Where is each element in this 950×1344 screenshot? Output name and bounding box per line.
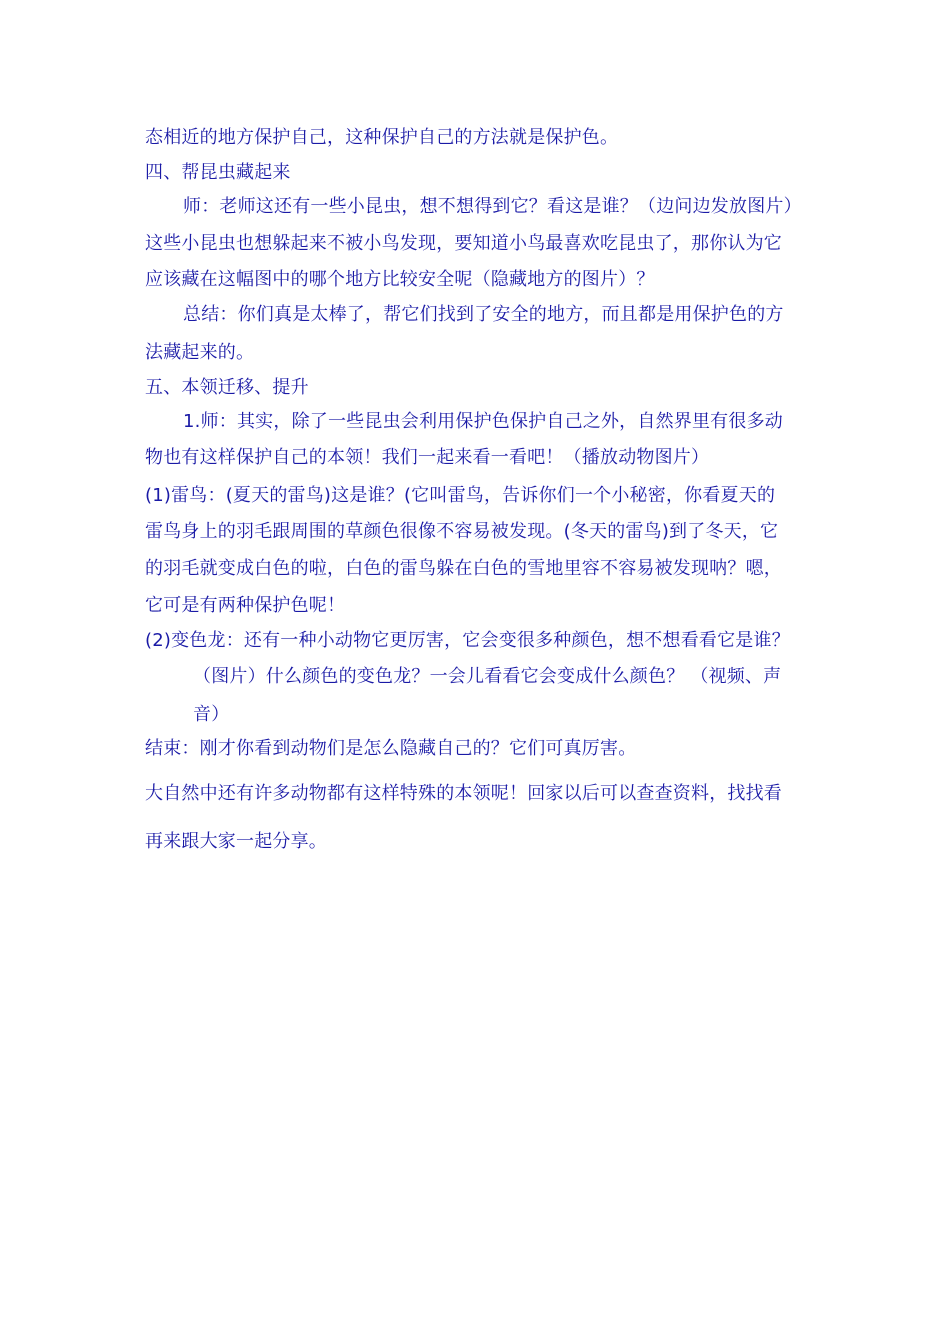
text-line: 它可是有两种保护色呢！ [145, 595, 346, 616]
text-line: （图片）什么颜色的变色龙？一会儿看看它会变成什么颜色？ （视频、声 [193, 666, 782, 687]
text-line: 这些小昆虫也想躲起来不被小鸟发现，要知道小鸟最喜欢吃昆虫了，那你认为它 [145, 233, 782, 254]
text-line: 应该藏在这幅图中的哪个地方比较安全呢（隐藏地方的图片）？ [145, 269, 655, 290]
text-line: 物也有这样保护自己的本领！我们一起来看一看吧！（播放动物图片） [145, 447, 710, 468]
text-line: 雷鸟身上的羽毛跟周围的草颜色很像不容易被发现。(冬天的雷鸟)到了冬天，它 [145, 521, 779, 542]
section-heading: 五、本领迁移、提升 [145, 377, 309, 398]
text-line: 师：老师这还有一些小昆虫，想不想得到它？看这是谁？（边问边发放图片） [183, 196, 802, 217]
text-line: (1)雷鸟：(夏天的雷鸟)这是谁？(它叫雷鸟，告诉你们一个小秘密，你看夏天的 [145, 485, 776, 506]
text-line: 态相近的地方保护自己，这种保护自己的方法就是保护色。 [145, 127, 619, 148]
text-line: 的羽毛就变成白色的啦，白色的雷鸟躲在白色的雪地里容不容易被发现呐？嗯， [145, 558, 782, 579]
section-heading: 四、帮昆虫藏起来 [145, 162, 291, 183]
text-line: 音） [193, 704, 230, 725]
text-line: (2)变色龙：还有一种小动物它更厉害，它会变很多种颜色，想不想看看它是谁？ [145, 630, 790, 651]
text-line: 总结：你们真是太棒了，帮它们找到了安全的地方，而且都是用保护色的方 [183, 304, 784, 325]
text-line: 大自然中还有许多动物都有这样特殊的本领呢！回家以后可以查查资料，找找看 [145, 783, 782, 804]
text-line: 1.师：其实，除了一些昆虫会利用保护色保护自己之外，自然界里有很多动 [183, 411, 783, 432]
text-line: 法藏起来的。 [145, 342, 255, 363]
text-line: 结束：刚才你看到动物们是怎么隐藏自己的？它们可真厉害。 [145, 738, 637, 759]
text-line: 再来跟大家一起分享。 [145, 831, 327, 852]
